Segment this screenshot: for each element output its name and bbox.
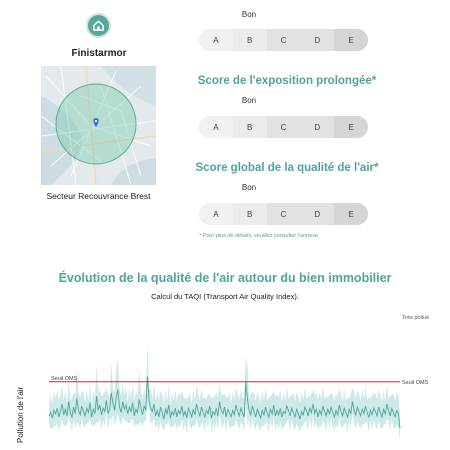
grade-label-2: Bon xyxy=(241,96,257,105)
agency-name: Finistarmor xyxy=(71,48,127,59)
variability-band xyxy=(49,343,400,441)
grade-c: C xyxy=(280,209,287,219)
air-quality-chart xyxy=(0,300,450,450)
footnote: * Pour plus de détails, veuillez consulter l'annexe xyxy=(199,233,319,239)
grade-d: D xyxy=(314,209,321,219)
grade-a: A xyxy=(199,116,233,138)
section-subtitle: Calcul du TAQI (Transport Air Quality Index). xyxy=(151,292,299,301)
grade-e: E xyxy=(334,203,368,225)
threshold-label-left: Seuil OMS xyxy=(51,375,78,382)
score-title-2: Score de l'exposition prolongée* xyxy=(197,75,377,87)
grade-b: B xyxy=(233,116,267,138)
score-title-3: Score global de la qualité de l'air* xyxy=(195,162,379,174)
grade-a: A xyxy=(199,203,233,225)
grade-b: B xyxy=(233,29,267,51)
section-title: Évolution de la qualité de l'air autour du bien immobilier xyxy=(58,271,392,285)
house-icon xyxy=(92,19,105,32)
grade-label-1: Bon xyxy=(241,10,257,19)
map-caption: Secteur Recouvrance Brest xyxy=(46,191,151,201)
grade-e: E xyxy=(334,116,368,138)
grade-c: C xyxy=(280,35,287,45)
grade-scale-1 xyxy=(199,29,368,51)
grade-d: D xyxy=(314,35,321,45)
grade-d: D xyxy=(314,122,321,132)
grade-scale-2 xyxy=(199,116,368,138)
grade-e: E xyxy=(334,29,368,51)
grade-b: B xyxy=(233,203,267,225)
grade-c: C xyxy=(280,122,287,132)
chart-top-label: Très pollué xyxy=(402,315,430,321)
grade-a: A xyxy=(199,29,233,51)
grade-label-3: Bon xyxy=(241,183,257,192)
grade-scale-3 xyxy=(199,203,368,225)
y-axis-label: Pollution de l'air xyxy=(16,386,25,443)
agency-logo xyxy=(86,13,111,38)
threshold-label-right: Seuil OMS xyxy=(402,379,429,386)
location-map[interactable] xyxy=(41,66,156,185)
